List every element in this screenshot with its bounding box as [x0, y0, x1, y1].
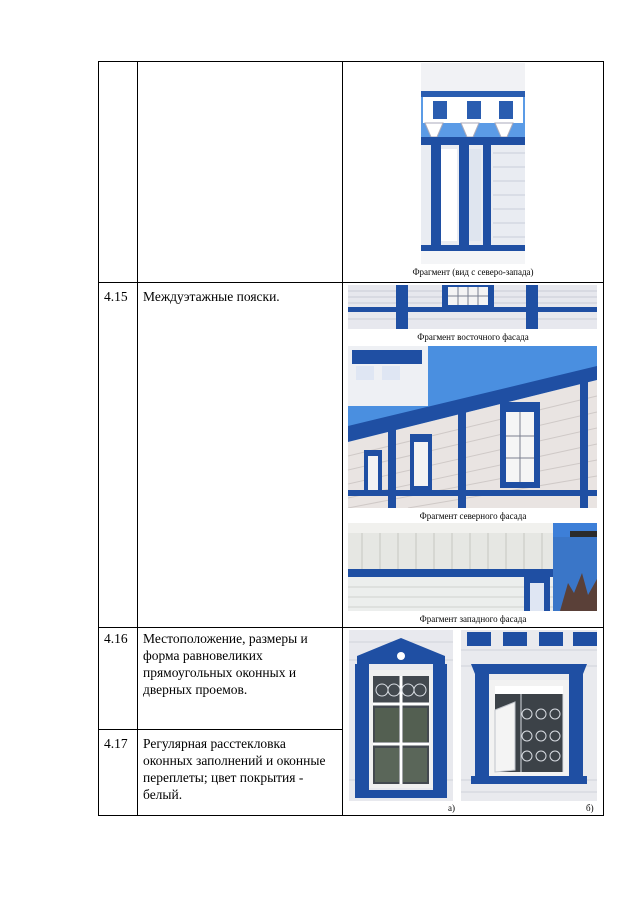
caption-north-facade: Фрагмент северного фасада — [419, 511, 527, 521]
row-divider-3 — [98, 729, 343, 730]
row-title-4-17: Регулярная расстекловка оконных заполнений и оконные переплеты; цвет покрытия - белый. — [143, 736, 326, 802]
tower-photo — [421, 63, 525, 264]
row-divider-1 — [98, 282, 604, 283]
col-divider-2 — [342, 61, 343, 816]
caption-east-facade: Фрагмент восточного фасада — [417, 332, 529, 342]
photo-label-b: б) — [586, 803, 594, 813]
north-facade-photo — [348, 346, 597, 508]
table-border-left — [98, 61, 99, 816]
row-number-4-15: 4.15 — [104, 289, 128, 304]
caption-west-facade: Фрагмент западного фасада — [419, 614, 527, 624]
east-facade-photo — [348, 285, 597, 329]
row-number-4-17: 4.17 — [104, 736, 128, 751]
table-border-bottom — [98, 815, 604, 816]
row-number-4-16: 4.16 — [104, 631, 128, 646]
col-divider-1 — [137, 61, 138, 816]
caption-northwest-view: Фрагмент (вид с северо-запада) — [412, 267, 534, 277]
table-border-right — [603, 61, 604, 816]
table-border-top — [98, 61, 604, 62]
west-facade-photo — [348, 523, 597, 611]
row-title-4-15: Междуэтажные пояски. — [143, 289, 280, 304]
row-title-4-16: Местоположение, размеры и форма равновеликих прямоугольных оконных и дверных проемов. — [143, 631, 308, 697]
photo-label-a: а) — [448, 803, 455, 813]
window-photo-b — [461, 630, 597, 801]
row-divider-2 — [98, 627, 604, 628]
window-photo-a — [349, 630, 453, 801]
